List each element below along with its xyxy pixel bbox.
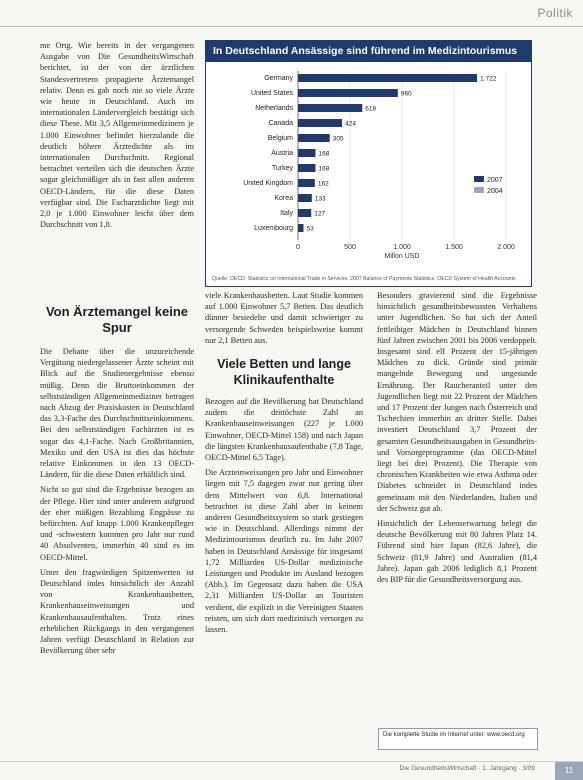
- legend-label-2004: 2004: [487, 188, 503, 195]
- legend-swatch-2004: [474, 187, 484, 193]
- article-middle-paragraph-1: viele Krankenhausbetten. Laut Studie kommen auf 1.000 Einwohner 5,7 Betten. Das deutlich dünner besiedelte und damit schwieriger zu versorgende Schweden beispielsweise kommt nur 2,1 Betten aus.: [205, 291, 363, 345]
- category-label: Korea: [274, 195, 293, 202]
- legend-label-2007: 2007: [487, 177, 503, 184]
- legend-swatch-2007: [474, 176, 484, 182]
- header-rule: [0, 26, 583, 27]
- bar-2007: [298, 149, 315, 157]
- x-tick-label: 2.000: [497, 244, 515, 251]
- article-middle-paragraph-2: Bezogen auf die Bevölkerung hat Deutschland zudem die drittöchste Zahl an Krankenhauseinweisungen (227 je 1.000 Einwohner, OECD-Mittel 158) und nach Japan die längsten Krankenhausaufenthalte (7,8 Tage, OECD-Mittel 6,5 Tage).: [205, 397, 363, 463]
- category-label: Luxembourg: [254, 225, 293, 232]
- footer-text: Die GesundheitsWirtschaft · 1. Jahrgang · 3/09: [399, 765, 535, 772]
- bar-chart: [206, 63, 531, 263]
- x-tick-label: 0: [296, 244, 300, 251]
- bar-value-label: 168: [318, 165, 330, 173]
- category-label: Canada: [268, 120, 293, 127]
- article-middle: [205, 290, 363, 639]
- bar-value-label: 305: [332, 135, 344, 143]
- article-middle-heading: Viele Betten und lange Klinikaufenthalte: [217, 357, 351, 388]
- bar-2007: [298, 89, 398, 97]
- top-left-paragraph: me Ortg. Wie bereits in der vergangenen Ausgabe von Die GesundheitsWirtschaft berichtet, ist der von der ärztlichen Standesvertretern propagierte Ärztemangel relativ. Denn es gab noch nie so viele Ärzte wie heute in Deutschland. Auch im internationalen Ländervergleich bestätigt sich diese These. Mit 3,5 Allgemeinmedizinern je 1.000 Einwohner befindet hierzulande die deutlich höhere Ärztedichte als im internationalen Durchschnitt. Regional betrachtet verteilen sich die deutschen Ärzte sogar gleichmäßiger als in fast allen anderen OECD-Ländern, für die diese Daten verfügbar sind. Die Facharztdichte liegt mit 2,0 je 1.000 Einwohner leicht über dem Durchschnitt von 1,8.: [40, 41, 194, 230]
- article-right: [377, 290, 537, 589]
- category-label: United States: [250, 90, 293, 97]
- category-label: Italy: [280, 210, 293, 217]
- bar-value-label: 162: [317, 180, 329, 188]
- bar-2007: [298, 164, 315, 172]
- category-label: Netherlands: [255, 105, 293, 112]
- article-right-paragraph-2: Hinsichtlich der Lebenserwartung belegt die deutsche Bevölkerung mit 80 Jahren Platz 14. Führend sind hier Japan (82,6 Jahre), die Schweiz (81,9 Jahre) und Australien (81,4 Jahre). Japan gab 2006 lediglich 8,1 Prozent des BIP für die Gesundheitsversorgung aus.: [377, 519, 537, 585]
- bar-value-label: 960: [400, 90, 412, 98]
- bar-2007: [298, 119, 342, 127]
- article-left: [40, 290, 194, 660]
- bar-value-label: 424: [345, 120, 356, 128]
- bar-value-label: 133: [314, 195, 326, 203]
- bar-value-label: 168: [318, 150, 330, 158]
- article-left-paragraph-1: Die Debatte über die unzureichende Vergütung niedergelassener Ärzte scheint mit Blick auf die Studienergebnisse ebenso müßig. Denn die Bruttoeinkommen der selbstständigen Allgemeinmediziner betragen nach Abzug der Praxiskosten in Deutschland das 3,3-Fache des Durchschnittseinkommens. Bei den selbstständigen Fachärzten ist es sogar das 4,1-Fache. Nach Großbritannien, Mexiko und den USA ist dies das höchste relative Einkommen in den 13 OECD-Ländern, für die diese Daten erhältlich sind.: [40, 347, 194, 480]
- article-right-paragraph-1: Besonders gravierend sind die Ergebnisse hinsichtlich gesundheitsbewussten Verhaltens unter Jugendlichen. So hat sich der Anteil fettleibiger Mädchen in Deutschland binnen fünf Jahren zwischen 2001 bis 2006 verdoppelt. Insgesamt sind elf Prozent der 15-jährigen Mädchen zu dick. Gründe sind primär mangelnde Bewegung und ungesunde Ernährung. Der Raucheranteil unter den Jugendlichen liegt mit 22 Prozent der Mädchen und 17 Prozent der Jungen nach Österreich und Tschechien immerhin an dritter Stelle. Dabei investiert Deutschland 3,7 Prozent der gesamten Gesundheitsausgaben in Gesundheits- und Vorsorgeprogramme (das OECD-Mittel liegt bei drei Prozent). Die Therapie von chronischen Krankheiten wie etwa Asthma oder Diabetes schneidet in Deutschland indes gemeinsam mit den Niederlanden, Italien und der Schweiz gut ab.: [377, 291, 537, 513]
- article-left-heading: Von Ärztemangel keine Spur: [45, 304, 189, 335]
- bar-2007: [298, 209, 311, 217]
- bar-value-label: 53: [306, 225, 314, 233]
- bar-2007: [298, 134, 330, 142]
- category-label: Turkey: [271, 165, 293, 172]
- bar-2007: [298, 104, 362, 112]
- bar-value-label: 618: [365, 105, 377, 113]
- x-tick-label: 500: [344, 244, 356, 251]
- category-label: Belgium: [267, 135, 293, 142]
- article-left-paragraph-3: Unter den fragwürdigen Spitzenwerten ist Deutschland indes hinsichtlich der Anzahl von Krankenhausbetten, Krankenhauseinweisungen und Krankenhausaufenthalten. Trotz eines erheblichen Rückgangs in den vergangenen Jahren verfügt Deutschland in Relation zur Bevölkerung über sehr: [40, 567, 194, 656]
- chart-title: In Deutschland Ansässige sind führend im Medizintourismus: [206, 41, 531, 62]
- bar-2007: [298, 179, 315, 187]
- bar-2007: [298, 74, 477, 82]
- section-tag: Politik: [537, 6, 573, 20]
- bar-2007: [298, 194, 312, 202]
- bar-2007: [298, 224, 304, 232]
- bar-value-label: 1.722: [480, 75, 497, 83]
- article-left-paragraph-2: Nicht so gut sind die Ergebnisse bezogen an der Pflege. Hier sind unter anderem aufgrund der eher mäßigen Bezahlung Engpässe zu befürchten. Auf knapp 1.000 Krankenpfleger und -schwestern kommen pro Jahr nur rund 40 Absolventen, immerhin 40 sind es im OECD-Mittel.: [40, 485, 194, 562]
- column-top-left: [40, 40, 194, 234]
- footer: [0, 761, 583, 780]
- bar-value-label: 127: [314, 210, 326, 218]
- chart-source: Quelle: OECD, Statistics on International Trade in Services. 2007 Balance of Payments Statistics, OECD System of Health Accounts: [212, 276, 516, 282]
- category-label: Austria: [271, 150, 293, 157]
- chart-figure: [205, 40, 532, 287]
- category-label: Germany: [264, 75, 293, 82]
- x-tick-label: 1.000: [393, 244, 411, 251]
- reference-box: Die komplette Studie im Internet unter: www.oecd.org: [378, 728, 538, 750]
- category-label: United Kingdom: [243, 180, 293, 187]
- x-tick-label: 1.500: [445, 244, 463, 251]
- x-axis-label: Millon USD: [384, 253, 420, 260]
- article-middle-paragraph-3: Die Arzteinweisungen pro Jahr und Einwohner liegen mit 7,5 dagegen zwar nur gering über dem Mittelwert von 6,8. International betrachtet ist diese Zahl aber in keinem anderen Gesundheitssystem so stark gestiegen wie in Deutschland. Allerdings nimmt der Medizintourismus deutlich zu. Im Jahr 2007 haben in Deutschland Ansässige für insgesamt 1,72 Milliarden US-Dollar medizinische Leistungen und Produkte im Ausland bezogen (Abb.). Im Gegensatz dazu haben die USA 2,31 Milliarden US-Dollar an Touristen verdient, die explizit in die Vereinigten Staaten reisten, um sich dort medizinisch versorgen zu lassen.: [205, 468, 363, 635]
- page-number: 11: [555, 762, 583, 780]
